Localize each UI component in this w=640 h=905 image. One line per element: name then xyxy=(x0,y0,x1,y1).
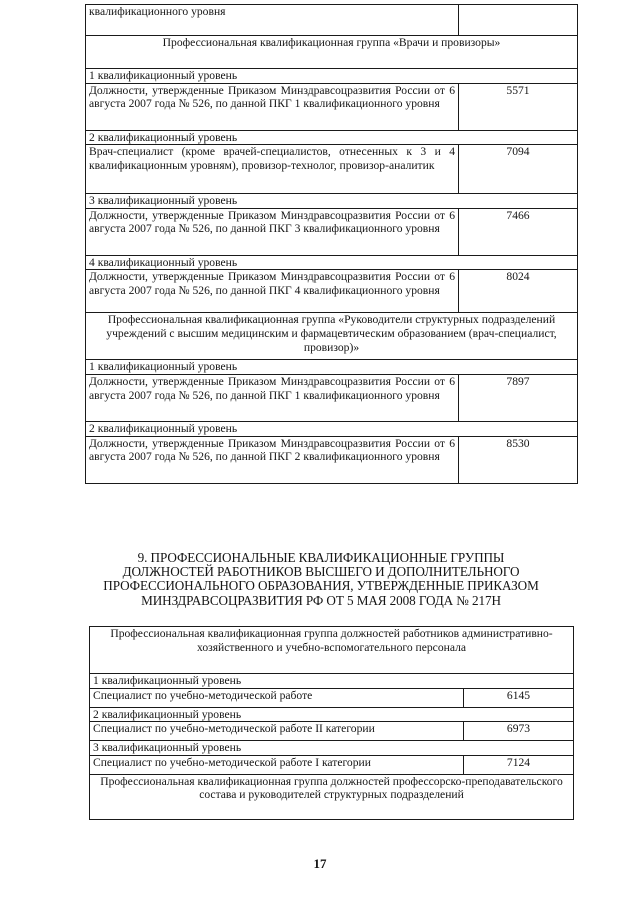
position-row xyxy=(90,755,574,774)
position-description: Специалист по учебно-методической работе II категории xyxy=(90,722,464,741)
position-description: Должности, утвержденные Приказом Минздравсоцразвития России от 6 августа 2007 года № 526, по данной ПКГ 3 квалификационного уровня xyxy=(86,208,459,255)
level-label: 3 квалификационный уровень xyxy=(90,741,574,756)
level-row xyxy=(86,130,578,145)
salary-value: 8530 xyxy=(459,436,578,483)
salary-value: 8024 xyxy=(459,270,578,313)
position-row xyxy=(86,145,578,194)
position-description: Должности, утвержденные Приказом Минздравсоцразвития России от 6 августа 2007 года № 526, по данной ПКГ 2 квалификационного уровня xyxy=(86,436,459,483)
section-title: 9. ПРОФЕССИОНАЛЬНЫЕ КВАЛИФИКАЦИОННЫЕ ГРУППЫ ДОЛЖНОСТЕЙ РАБОТНИКОВ ВЫСШЕГО И ДОПОЛНИТЕЛЬНОГО ПРОФЕССИОНАЛЬНОГО ОБРАЗОВАНИЯ, УТВЕРЖДЕННЫЕ ПРИКАЗОМ МИНЗДРАВСОЦРАЗВИТИЯ РФ ОТ 5 МАЯ 2008 ГОДА № 217Н xyxy=(103,550,539,608)
position-row xyxy=(86,208,578,255)
group-title: Профессиональная квалификационная группа «Руководители структурных подразделений учреждений с высшим медицинским и фармацевтическим образованием (врач-специалист, провизор)» xyxy=(86,313,578,360)
position-description: Специалист по учебно-методической работе I категории xyxy=(90,755,464,774)
level-label: 1 квалификационный уровень xyxy=(90,674,574,689)
salary-value: 5571 xyxy=(459,83,578,130)
continuation-text: квалификационного уровня xyxy=(89,5,226,18)
level-row xyxy=(90,741,574,756)
position-row xyxy=(86,270,578,313)
group-header-row xyxy=(90,627,574,674)
level-row xyxy=(86,194,578,209)
group-title: Профессиональная квалификационная группа «Врачи и провизоры» xyxy=(86,36,578,69)
level-label: 2 квалификационный уровень xyxy=(90,707,574,722)
level-row xyxy=(86,255,578,270)
level-row xyxy=(90,674,574,689)
position-description: Должности, утвержденные Приказом Минздравсоцразвития России от 6 августа 2007 года № 526, по данной ПКГ 1 квалификационного уровня xyxy=(86,374,459,421)
position-row xyxy=(86,436,578,483)
salary-value: 7124 xyxy=(464,755,574,774)
continuation-row xyxy=(86,5,578,36)
salary-value: 7466 xyxy=(459,208,578,255)
salary-table-education xyxy=(89,626,574,820)
continuation-cell xyxy=(86,5,459,36)
level-row xyxy=(86,421,578,436)
position-row xyxy=(90,722,574,741)
level-row xyxy=(90,707,574,722)
level-label: 2 квалификационный уровень xyxy=(86,421,578,436)
position-row xyxy=(90,688,574,707)
salary-value: 6973 xyxy=(464,722,574,741)
level-label: 4 квалификационный уровень xyxy=(86,255,578,270)
salary-value: 7094 xyxy=(459,145,578,194)
level-label: 2 квалификационный уровень xyxy=(86,130,578,145)
salary-value: 7897 xyxy=(459,374,578,421)
salary-value: 6145 xyxy=(464,688,574,707)
level-label: 1 квалификационный уровень xyxy=(86,360,578,375)
position-description: Врач-специалист (кроме врачей-специалистов, отнесенных к 3 и 4 квалификационным уровням), провизор-технолог, провизор-аналитик xyxy=(86,145,459,194)
group-title: Профессиональная квалификационная группа должностей работников административно-хозяйственного и учебно-вспомогательного персонала xyxy=(90,627,574,674)
position-description: Специалист по учебно-методической работе xyxy=(90,688,464,707)
group-header-row xyxy=(86,36,578,69)
group-title: Профессиональная квалификационная группа должностей профессорско-преподавательского состава и руководителей структурных подразделений xyxy=(90,774,574,819)
position-description: Должности, утвержденные Приказом Минздравсоцразвития России от 6 августа 2007 года № 526, по данной ПКГ 1 квалификационного уровня xyxy=(86,83,459,130)
group-header-row xyxy=(86,313,578,360)
level-label: 1 квалификационный уровень xyxy=(86,69,578,84)
position-row xyxy=(86,374,578,421)
continuation-salary-cell xyxy=(459,5,578,36)
page-number: 17 xyxy=(313,856,327,871)
level-label: 3 квалификационный уровень xyxy=(86,194,578,209)
salary-table-medical xyxy=(85,4,578,484)
position-row xyxy=(86,83,578,130)
level-row xyxy=(86,360,578,375)
level-row xyxy=(86,69,578,84)
group-header-row xyxy=(90,774,574,819)
position-description: Должности, утвержденные Приказом Минздравсоцразвития России от 6 августа 2007 года № 526, по данной ПКГ 4 квалификационного уровня xyxy=(86,270,459,313)
